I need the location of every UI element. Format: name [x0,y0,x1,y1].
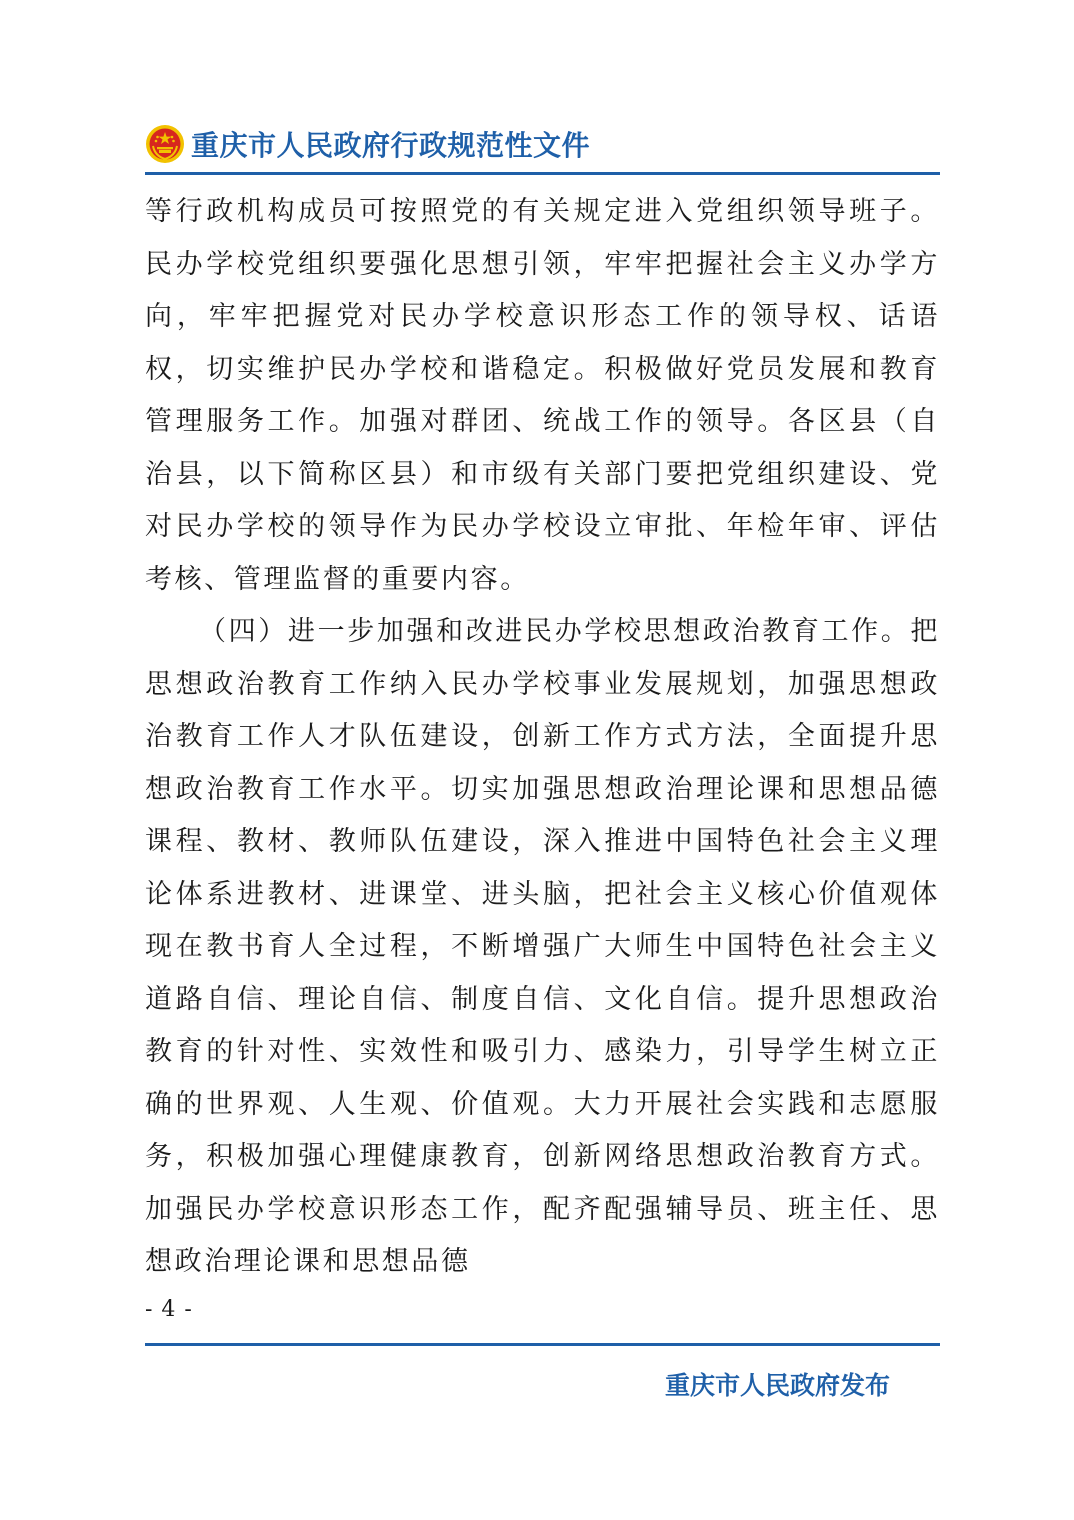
national-emblem-icon [145,124,185,164]
header-divider [145,172,940,175]
body-paragraph: 等行政机构成员可按照党的有关规定进入党组织领导班子。民办学校党组织要强化思想引领，牢牢把握社会主义办学方向，牢牢把握党对民办学校意识形态工作的领导权、话语权，切实维护民办学校和谐稳定。积极做好党员发展和教育管理服务工作。加强对群团、统战工作的领导。各区县（自治县，以下简称区县）和市级有关部门要把党组织建设、党对民办学校的领导作为民办学校设立审批、年检年审、评估考核、管理监督的重要内容。 [145,196,940,595]
document-body [145,186,940,1289]
document-header [145,120,945,168]
footer-publisher: 重庆市人民政府发布 [664,1371,890,1400]
body-paragraph: （四）进一步加强和改进民办学校思想政治教育工作。把思想政治教育工作纳入民办学校事业发展规划，加强思想政治教育工作人才队伍建设，创新工作方式方法，全面提升思想政治教育工作水平。切实加强思想政治理论课和思想品德课程、教材、教师队伍建设，深入推进中国特色社会主义理论体系进教材、进课堂、进头脑，把社会主义核心价值观体现在教书育人全过程，不断增强广大师生中国特色社会主义道路自信、理论自信、制度自信、文化自信。提升思想政治教育的针对性、实效性和吸引力、感染力，引导学生树立正确的世界观、人生观、价值观。大力开展社会实践和志愿服务，积极加强心理健康教育，创新网络思想政治教育方式。加强民办学校意识形态工作，配齐配强辅导员、班主任、思想政治理论课和思想品德 [145,616,940,1277]
footer-divider [145,1343,940,1346]
page-number: - 4 - [145,1297,193,1322]
header-title: 重庆市人民政府行政规范性文件 [191,129,591,162]
